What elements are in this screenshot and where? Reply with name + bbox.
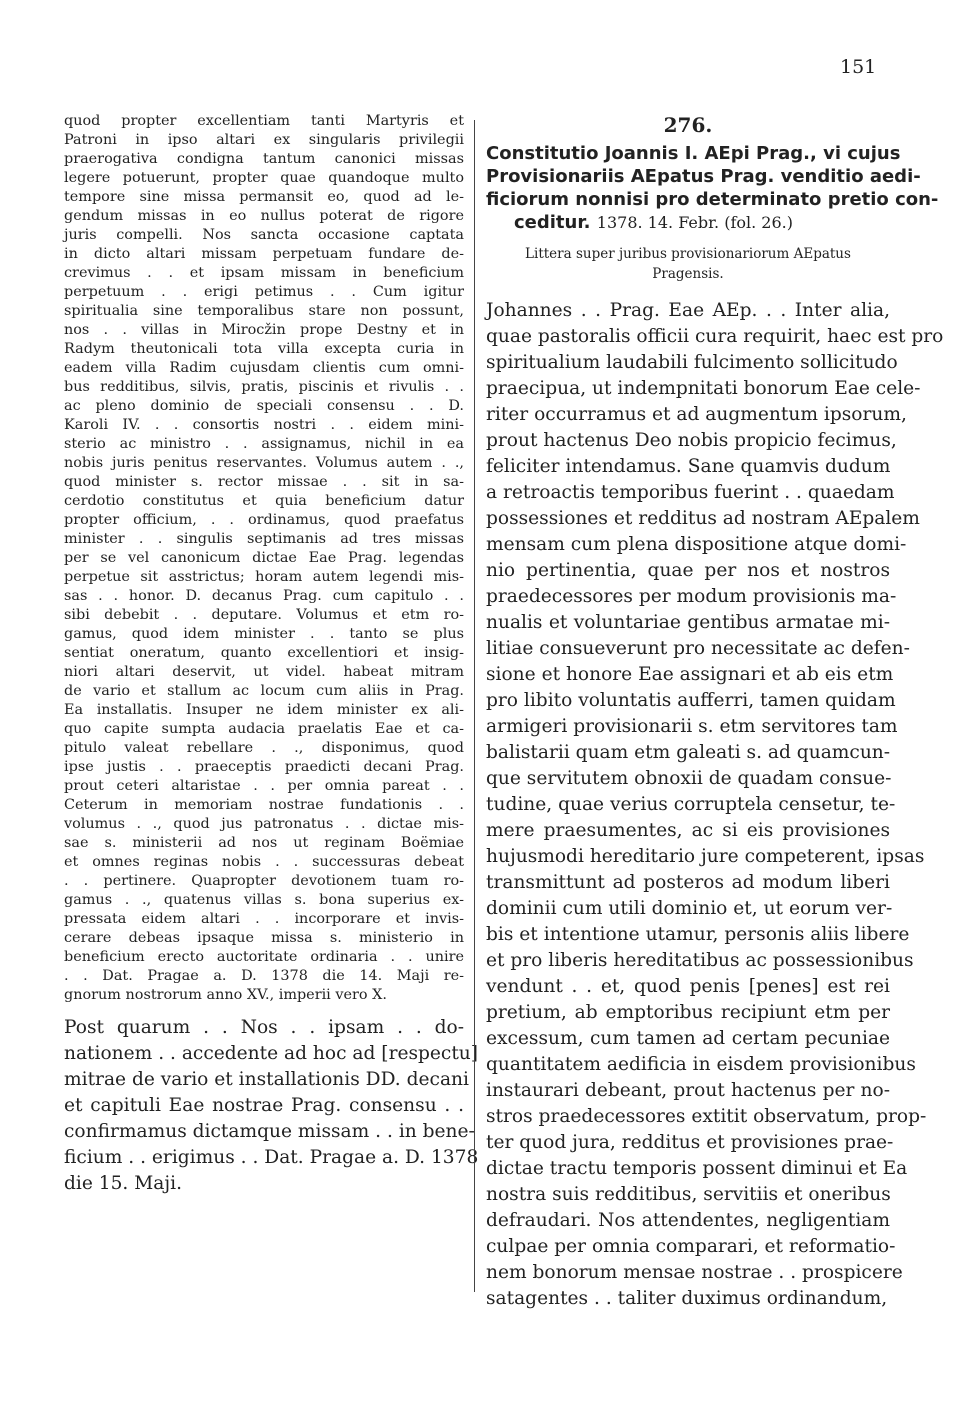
document-body bbox=[486, 298, 944, 1312]
text-line: defraudari. Nos attendentes, negligentiam bbox=[486, 1210, 890, 1231]
text-line: prout hactenus Deo nobis propicio fecimus, bbox=[486, 430, 897, 451]
document-subtitle bbox=[486, 244, 890, 284]
text-line: gnorum nostrorum anno XV., imperii vero X. bbox=[64, 987, 387, 1003]
text-line: transmittunt ad posteros ad modum liberi bbox=[486, 872, 890, 893]
text-line: dictae tractu temporis possent diminui et Ea bbox=[486, 1158, 908, 1179]
text-line: pitulo valeat rebellare . ., disponimus, quod bbox=[64, 740, 464, 756]
text-line: cerdotio constitutus et quia beneficium datur bbox=[64, 493, 464, 509]
text-line: nostra suis redditibus, servitiis et oneribus bbox=[486, 1184, 891, 1205]
document-number: 276. bbox=[663, 113, 713, 137]
subtitle-line: Pragensis. bbox=[652, 266, 724, 282]
text-line: balistarii quam etm galeati s. ad quamcun- bbox=[486, 742, 891, 763]
text-line: nualis et voluntariae gentibus armatae mi- bbox=[486, 612, 890, 633]
text-line: praecipua, ut indempnitati bonorum Eae cele- bbox=[486, 378, 921, 399]
text-line: excessum, cum tamen ad certam pecuniae bbox=[486, 1028, 890, 1049]
text-line: que servitutem obnoxii de quadam consue- bbox=[486, 768, 892, 789]
text-line: et omnes reginas nobis . . successuras debeat bbox=[64, 854, 464, 870]
text-line: niori altari deservit, ut videl. habeat mitram bbox=[64, 664, 464, 680]
confirmation-text bbox=[64, 1015, 479, 1197]
document-heading bbox=[486, 142, 939, 211]
text-line: propter officium, . . ordinamus, quod praefatus bbox=[64, 512, 464, 528]
text-line: beneficium erecto auctoritate ordinaria . . unire bbox=[64, 949, 464, 965]
text-line: ficium . . erigimus . . Dat. Pragae a. D. 1378 bbox=[64, 1147, 479, 1168]
text-line: pro libito voluntatis aufferri, tamen quidam bbox=[486, 690, 896, 711]
text-line: hujusmodi hereditario jure competerent, ipsas bbox=[486, 846, 925, 867]
text-line: Karoli IV. . . consortis nostri . . eidem mini- bbox=[64, 417, 464, 433]
heading-line: Provisionariis AEpatus Prag. venditio aedi- bbox=[486, 166, 921, 187]
right-column bbox=[486, 112, 944, 1312]
text-line: praerogativa condigna tantum canonici missas bbox=[64, 151, 464, 167]
text-line: pretium, ab emptoribus recipiunt etm per bbox=[486, 1002, 890, 1023]
text-line: vendunt . . et, quod penis [penes] est rei bbox=[486, 976, 890, 997]
text-line: Radym theutonicali tota villa excepta curia in bbox=[64, 341, 464, 357]
text-line: die 15. Maji. bbox=[64, 1173, 182, 1194]
text-line: nos . . villas in Mirocžin prope Destny et in bbox=[64, 322, 464, 338]
text-line: quod minister s. rector missae . . sit in sa- bbox=[64, 474, 464, 490]
text-line: perpetuum . . erigi petimus . . Cum igitur bbox=[64, 284, 464, 300]
text-line: pressata eidem altari . . incorporare et invis- bbox=[64, 911, 464, 927]
text-line: litiae consueverunt pro necessitate ac defen- bbox=[486, 638, 910, 659]
text-line: quae pastoralis officii cura requirit, haec est pro bbox=[486, 326, 944, 347]
text-line: sae s. ministerii ad nos ut reginam Boëmiae bbox=[64, 835, 464, 851]
text-line: sione et honore Eae assignari et ab eis etm bbox=[486, 664, 894, 685]
text-line: Johannes . . Prag. Eae AEp. . . Inter alia, bbox=[486, 300, 890, 321]
text-line: a retroactis temporibus fuerint . . quaedam bbox=[486, 482, 895, 503]
text-line: volumus . ., quod jus patronatus . . dictae mis- bbox=[64, 816, 464, 832]
document-date: 1378. 14. Febr. (fol. 26.) bbox=[596, 213, 793, 232]
text-line: . . pertinere. Quapropter devotionem tuam ro- bbox=[64, 873, 464, 889]
text-line: per se vel canonicum dictae Eae Prag. legendas bbox=[64, 550, 464, 566]
text-line: mitrae de vario et installationis DD. decani bbox=[64, 1069, 469, 1090]
text-line: tudine, quae verius corruptela censetur, te- bbox=[486, 794, 896, 815]
page-number: 151 bbox=[840, 56, 877, 78]
text-line: de vario et stallum ac locum cum aliis in Prag. bbox=[64, 683, 464, 699]
left-column bbox=[64, 112, 479, 1197]
text-line: ac pleno dominio de speciali consensu . . D. bbox=[64, 398, 464, 414]
text-line: instaurari debeant, prout hactenus per no- bbox=[486, 1080, 890, 1101]
text-line: sibi debebit . . deputare. Volumus et etm ro- bbox=[64, 607, 464, 623]
text-line: culpae per omnia comparari, et reformatio- bbox=[486, 1236, 896, 1257]
text-line: perpetue sit asstrictus; horam autem legendi mis- bbox=[64, 569, 464, 585]
text-line: sentiat oneratum, quanto excellentiori et insig- bbox=[64, 645, 464, 661]
text-line: . . Dat. Pragae a. D. 1378 die 14. Maji re- bbox=[64, 968, 464, 984]
text-line: nationem . . accedente ad hoc ad [respectu] bbox=[64, 1043, 479, 1064]
paragraph-gap bbox=[64, 1005, 464, 1015]
text-line: ipse justis . . praeceptis praedicti decani Prag. bbox=[64, 759, 464, 775]
text-line: eadem villa Radim cujusdam clientis cum omni- bbox=[64, 360, 464, 376]
text-line: bus redditibus, silvis, pratis, piscinis et rivulis . . bbox=[64, 379, 464, 395]
text-line: nobis juris penitus reservantes. Volumus autem . ., bbox=[64, 455, 464, 471]
document-heading-date-line bbox=[486, 211, 890, 234]
text-line: mere praesumentes, ac si eis provisiones bbox=[486, 820, 890, 841]
text-line: Post quarum . . Nos . . ipsam . . do- bbox=[64, 1017, 464, 1038]
text-line: stros praedecessores extitit observatum, prop- bbox=[486, 1106, 927, 1127]
text-line: Ea installatis. Insuper ne idem minister ex ali- bbox=[64, 702, 464, 718]
text-line: ter quod jura, redditus et provisiones prae- bbox=[486, 1132, 894, 1153]
text-line: feliciter intendamus. Sane quamvis dudum bbox=[486, 456, 891, 477]
text-line: et pro liberis hereditatibus ac possessionibus bbox=[486, 950, 914, 971]
text-line: Patroni in ipso altari ex singularis privilegii bbox=[64, 132, 464, 148]
text-line: mensam cum plena dispositione atque domi- bbox=[486, 534, 907, 555]
text-line: legere potuerunt, propter quae quandoque multo bbox=[64, 170, 464, 186]
text-line: nio pertinentia, quae per nos et nostros bbox=[486, 560, 890, 581]
text-line: nem bonorum mensae nostrae . . prospicere bbox=[486, 1262, 903, 1283]
text-line: possessiones et redditus ad nostram AEpalem bbox=[486, 508, 920, 529]
text-line: confirmamus dictamque missam . . in bene- bbox=[64, 1121, 475, 1142]
text-line: gamus, quod idem minister . . tanto se plus bbox=[64, 626, 464, 642]
text-line: praedecessores per modum provisionis ma- bbox=[486, 586, 897, 607]
text-line: satagentes . . taliter duximus ordinandum, bbox=[486, 1288, 888, 1309]
text-line: et capituli Eae nostrae Prag. consensu . . bbox=[64, 1095, 464, 1116]
text-line: gendum missas in eo nullus poterat de rigore bbox=[64, 208, 464, 224]
text-line: minister . . singulis septimanis ad tres missas bbox=[64, 531, 464, 547]
heading-line: Constitutio Joannis I. AEpi Prag., vi cujus bbox=[486, 143, 901, 164]
column-divider bbox=[474, 120, 475, 1292]
text-line: gamus . ., quatenus villas s. bona superius ex- bbox=[64, 892, 464, 908]
text-line: quantitatem aedificia in eisdem provisionibus bbox=[486, 1054, 916, 1075]
text-line: crevimus . . et ipsam missam in beneficium bbox=[64, 265, 464, 281]
text-line: Ceterum in memoriam nostrae fundationis . . bbox=[64, 797, 464, 813]
text-line: prout ceteri altaristae . . per omnia pareat . . bbox=[64, 778, 464, 794]
text-line: quod propter excellentiam tanti Martyris et bbox=[64, 113, 464, 129]
charter-text bbox=[64, 112, 464, 1005]
text-line: riter occurramus et ad augmentum ipsorum, bbox=[486, 404, 907, 425]
text-line: tempore sine missa permansit eo, quod ad le- bbox=[64, 189, 464, 205]
text-line: dominii cum utili dominio et, ut eorum ver- bbox=[486, 898, 893, 919]
text-line: cerare debeas ipsaque missa s. ministerio in bbox=[64, 930, 464, 946]
text-line: sterio ac ministro . . assignamus, nichil in ea bbox=[64, 436, 464, 452]
heading-line: ficiorum nonnisi pro determinato pretio con- bbox=[486, 189, 939, 210]
text-line: spiritualium laudabili fulcimento sollicitudo bbox=[486, 352, 898, 373]
text-line: quo capite sumpta audacia praelatis Eae et ca- bbox=[64, 721, 464, 737]
subtitle-line: Littera super juribus provisionariorum AEpatus bbox=[525, 246, 851, 262]
text-line: spiritualia sine temporalibus stare non possunt, bbox=[64, 303, 464, 319]
heading-last-word: ceditur. bbox=[514, 212, 591, 233]
text-line: sas . . honor. D. decanus Prag. cum capitulo . . bbox=[64, 588, 464, 604]
text-line: juris compelli. Nos sancta occasione captata bbox=[64, 227, 464, 243]
text-line: armigeri provisionarii s. etm servitores tam bbox=[486, 716, 898, 737]
text-line: bis et intentione utamur, personis aliis libere bbox=[486, 924, 910, 945]
text-line: in dicto altari missam perpetuam fundare de- bbox=[64, 246, 464, 262]
